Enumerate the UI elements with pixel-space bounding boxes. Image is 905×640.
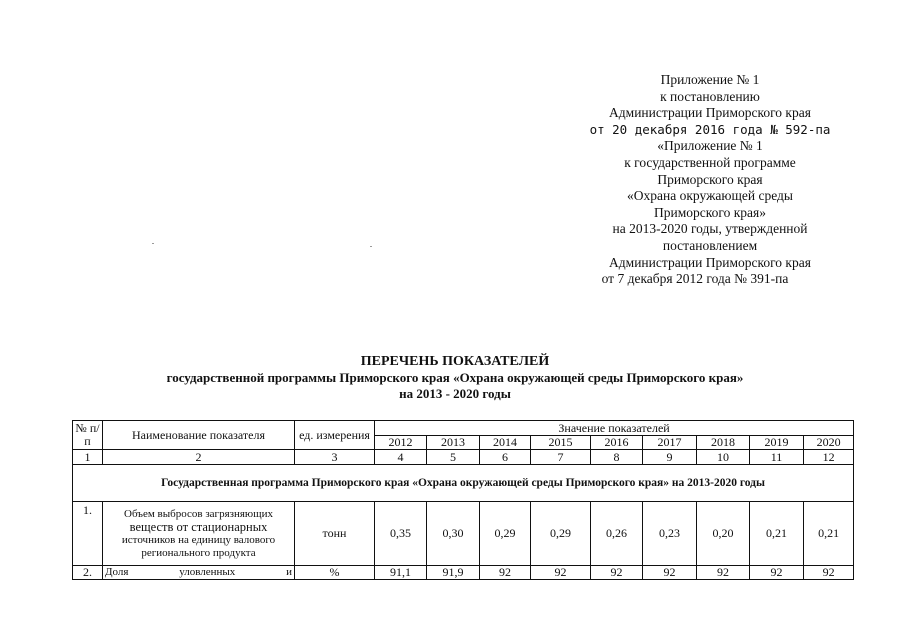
row-unit: тонн bbox=[295, 502, 375, 566]
appendix-line: к постановлению bbox=[660, 88, 760, 104]
appendix-line: постановлением bbox=[662, 237, 758, 253]
appendix-line: Приложение № 1 bbox=[660, 72, 760, 87]
appendix-line: от 7 декабря 2012 года № 391-па bbox=[601, 271, 789, 287]
row-unit: % bbox=[295, 566, 375, 580]
appendix-line: Администрации Приморского края bbox=[609, 254, 811, 270]
title-years: на 2013 - 2020 годы bbox=[399, 386, 511, 401]
row-num: 1. bbox=[73, 502, 103, 566]
appendix-line: к государственной программе bbox=[624, 154, 796, 170]
column-number: 7 bbox=[531, 450, 591, 465]
column-number: 3 bbox=[295, 450, 375, 465]
appendix-line: Приморского края» bbox=[654, 204, 766, 220]
column-number: 5 bbox=[427, 450, 480, 465]
header-year: 2020 bbox=[804, 436, 854, 450]
header-row bbox=[73, 421, 854, 436]
row-name-part: Объем выбросов загрязняющих bbox=[124, 508, 273, 520]
program-row bbox=[73, 465, 854, 502]
title-subtitle: государственной программы Приморского края «Охрана окружающей среды Приморского края» bbox=[166, 370, 744, 385]
row-value: 91,1 bbox=[375, 566, 427, 580]
column-number: 12 bbox=[804, 450, 854, 465]
column-number: 2 bbox=[103, 450, 295, 465]
row-value: 92 bbox=[591, 566, 643, 580]
header-year: 2015 bbox=[531, 436, 591, 450]
appendix-line: Администрации Приморского края bbox=[609, 105, 811, 121]
row-value: 0,20 bbox=[697, 502, 750, 566]
table-row bbox=[73, 502, 854, 566]
column-number: 9 bbox=[643, 450, 697, 465]
appendix-line: Приморского края bbox=[657, 171, 763, 187]
column-number: 6 bbox=[480, 450, 531, 465]
row-name-part: источников на единицу валового bbox=[121, 534, 276, 546]
row-indicator-name bbox=[103, 502, 295, 566]
row-name-part: Доля уловленных и bbox=[105, 566, 292, 579]
column-number: 4 bbox=[375, 450, 427, 465]
row-value: 0,30 bbox=[427, 502, 480, 566]
appendix-line: на 2013-2020 годы, утвержденной bbox=[612, 221, 808, 237]
header-year: 2019 bbox=[750, 436, 804, 450]
column-numbers-row bbox=[73, 450, 854, 465]
title-main: ПЕРЕЧЕНЬ ПОКАЗАТЕЛЕЙ bbox=[360, 354, 550, 369]
scan-speck bbox=[152, 243, 154, 244]
header-year: 2012 bbox=[375, 436, 427, 450]
header-name: Наименование показателя bbox=[103, 421, 295, 450]
scan-speck bbox=[370, 246, 372, 247]
row-indicator-name bbox=[103, 566, 295, 580]
row-value: 92 bbox=[531, 566, 591, 580]
document-title bbox=[60, 354, 850, 402]
row-value: 92 bbox=[804, 566, 854, 580]
column-number: 8 bbox=[591, 450, 643, 465]
row-value: 0,35 bbox=[375, 502, 427, 566]
column-number: 11 bbox=[750, 450, 804, 465]
row-value: 92 bbox=[697, 566, 750, 580]
handwritten-decree-date: от 20 декабря 2016 года № 592-па bbox=[589, 121, 831, 137]
header-num: № п/п bbox=[73, 421, 103, 450]
row-name-part: веществ от стационарных bbox=[129, 519, 268, 534]
appendix-line: «Охрана окружающей среды bbox=[627, 188, 793, 204]
program-title-cell: Государственная программа Приморского края «Охрана окружающей среды Приморского края» на 2013-2020 годы bbox=[73, 465, 854, 502]
row-value: 0,29 bbox=[480, 502, 531, 566]
row-value: 0,23 bbox=[643, 502, 697, 566]
header-year: 2014 bbox=[480, 436, 531, 450]
header-values-group: Значение показателей bbox=[375, 421, 854, 436]
row-value: 0,21 bbox=[804, 502, 854, 566]
row-name-part: регионального продукта bbox=[141, 546, 256, 559]
table-row bbox=[73, 566, 854, 580]
indicators-table bbox=[72, 420, 854, 580]
row-value: 0,26 bbox=[591, 502, 643, 566]
column-number: 1 bbox=[73, 450, 103, 465]
header-year: 2013 bbox=[427, 436, 480, 450]
header-year: 2017 bbox=[643, 436, 697, 450]
row-value: 92 bbox=[480, 566, 531, 580]
appendix-line: «Приложение № 1 bbox=[657, 138, 763, 154]
header-year: 2018 bbox=[697, 436, 750, 450]
row-value: 91,9 bbox=[427, 566, 480, 580]
row-num: 2. bbox=[73, 566, 103, 580]
row-value: 92 bbox=[750, 566, 804, 580]
row-value: 92 bbox=[643, 566, 697, 580]
row-value: 0,29 bbox=[531, 502, 591, 566]
header-year: 2016 bbox=[591, 436, 643, 450]
row-value: 0,21 bbox=[750, 502, 804, 566]
header-unit: ед. измерения bbox=[295, 421, 375, 450]
column-number: 10 bbox=[697, 450, 750, 465]
appendix-header bbox=[560, 72, 860, 288]
